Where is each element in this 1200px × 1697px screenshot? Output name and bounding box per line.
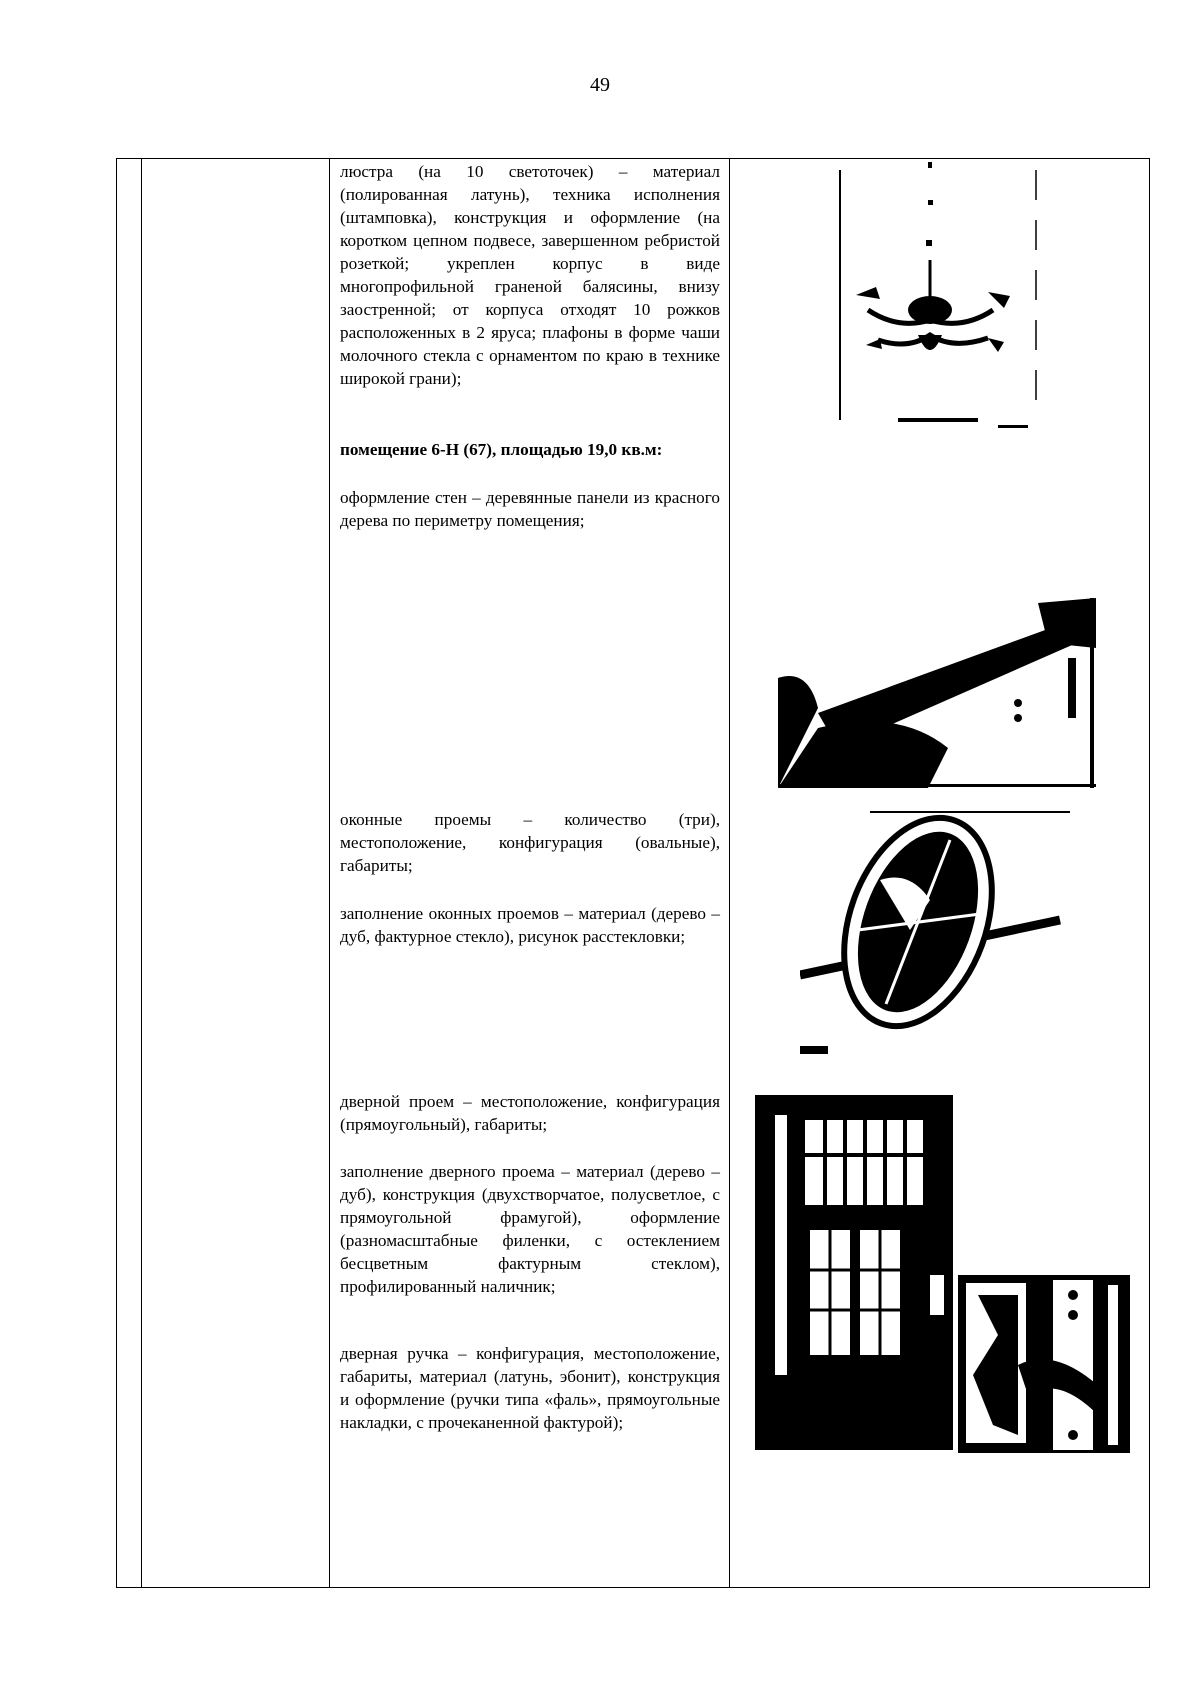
column-divider-2: [329, 159, 330, 1587]
chandelier-photo: [838, 160, 1038, 430]
walls-description: оформление стен – деревянные панели из красного дерева по периметру помещения;: [340, 488, 720, 530]
room-heading: помещение 6-Н (67), площадью 19,0 кв.м:: [340, 440, 663, 459]
chandelier-description: люстра (на 10 светоточек) – материал (полированная латунь), техника исполнения (штамповка), конструкция и оформление (на коротком цепном подвесе, завершенном ребристой розеткой; укреплен корпус в виде многопрофильной граненой балясины, внизу заостренной; от корпуса отходят 10 рожков расположенных в 2 яруса; плафоны в форме чаши молочного стекла с орнаментом по краю в технике широкой грани);: [340, 162, 720, 388]
column-divider-1: [141, 159, 142, 1587]
doorway-description: дверной проем – местоположение, конфигурация (прямоугольный), габариты;: [340, 1092, 720, 1134]
column-divider-3: [729, 159, 730, 1587]
oval-window-photo: [800, 810, 1080, 1060]
window-fill-description: заполнение оконных проемов – материал (дерево – дуб, фактурное стекло), рисунок расстекловки;: [340, 904, 720, 946]
door-handle-description: дверная ручка – конфигурация, местоположение, габариты, материал (латунь, эбонит), конструкция и оформление (ручки типа «фаль», прямоугольные накладки, с прочеканенной фактурой);: [340, 1344, 720, 1432]
windows-description: оконные проемы – количество (три), местоположение, конфигурация (овальные), габариты;: [340, 810, 720, 875]
page-number: 49: [590, 74, 610, 96]
door-handle-photo: [958, 1275, 1130, 1453]
door-photo: [755, 1095, 953, 1450]
wall-panel-photo: [778, 598, 1096, 788]
door-fill-description: заполнение дверного проема – материал (дерево – дуб), конструкция (двухстворчатое, полусветлое, с прямоугольной фрамугой), оформление (разномасштабные филенки, с остеклением бесцветным фактурным стеклом), профилированный наличник;: [340, 1162, 720, 1296]
